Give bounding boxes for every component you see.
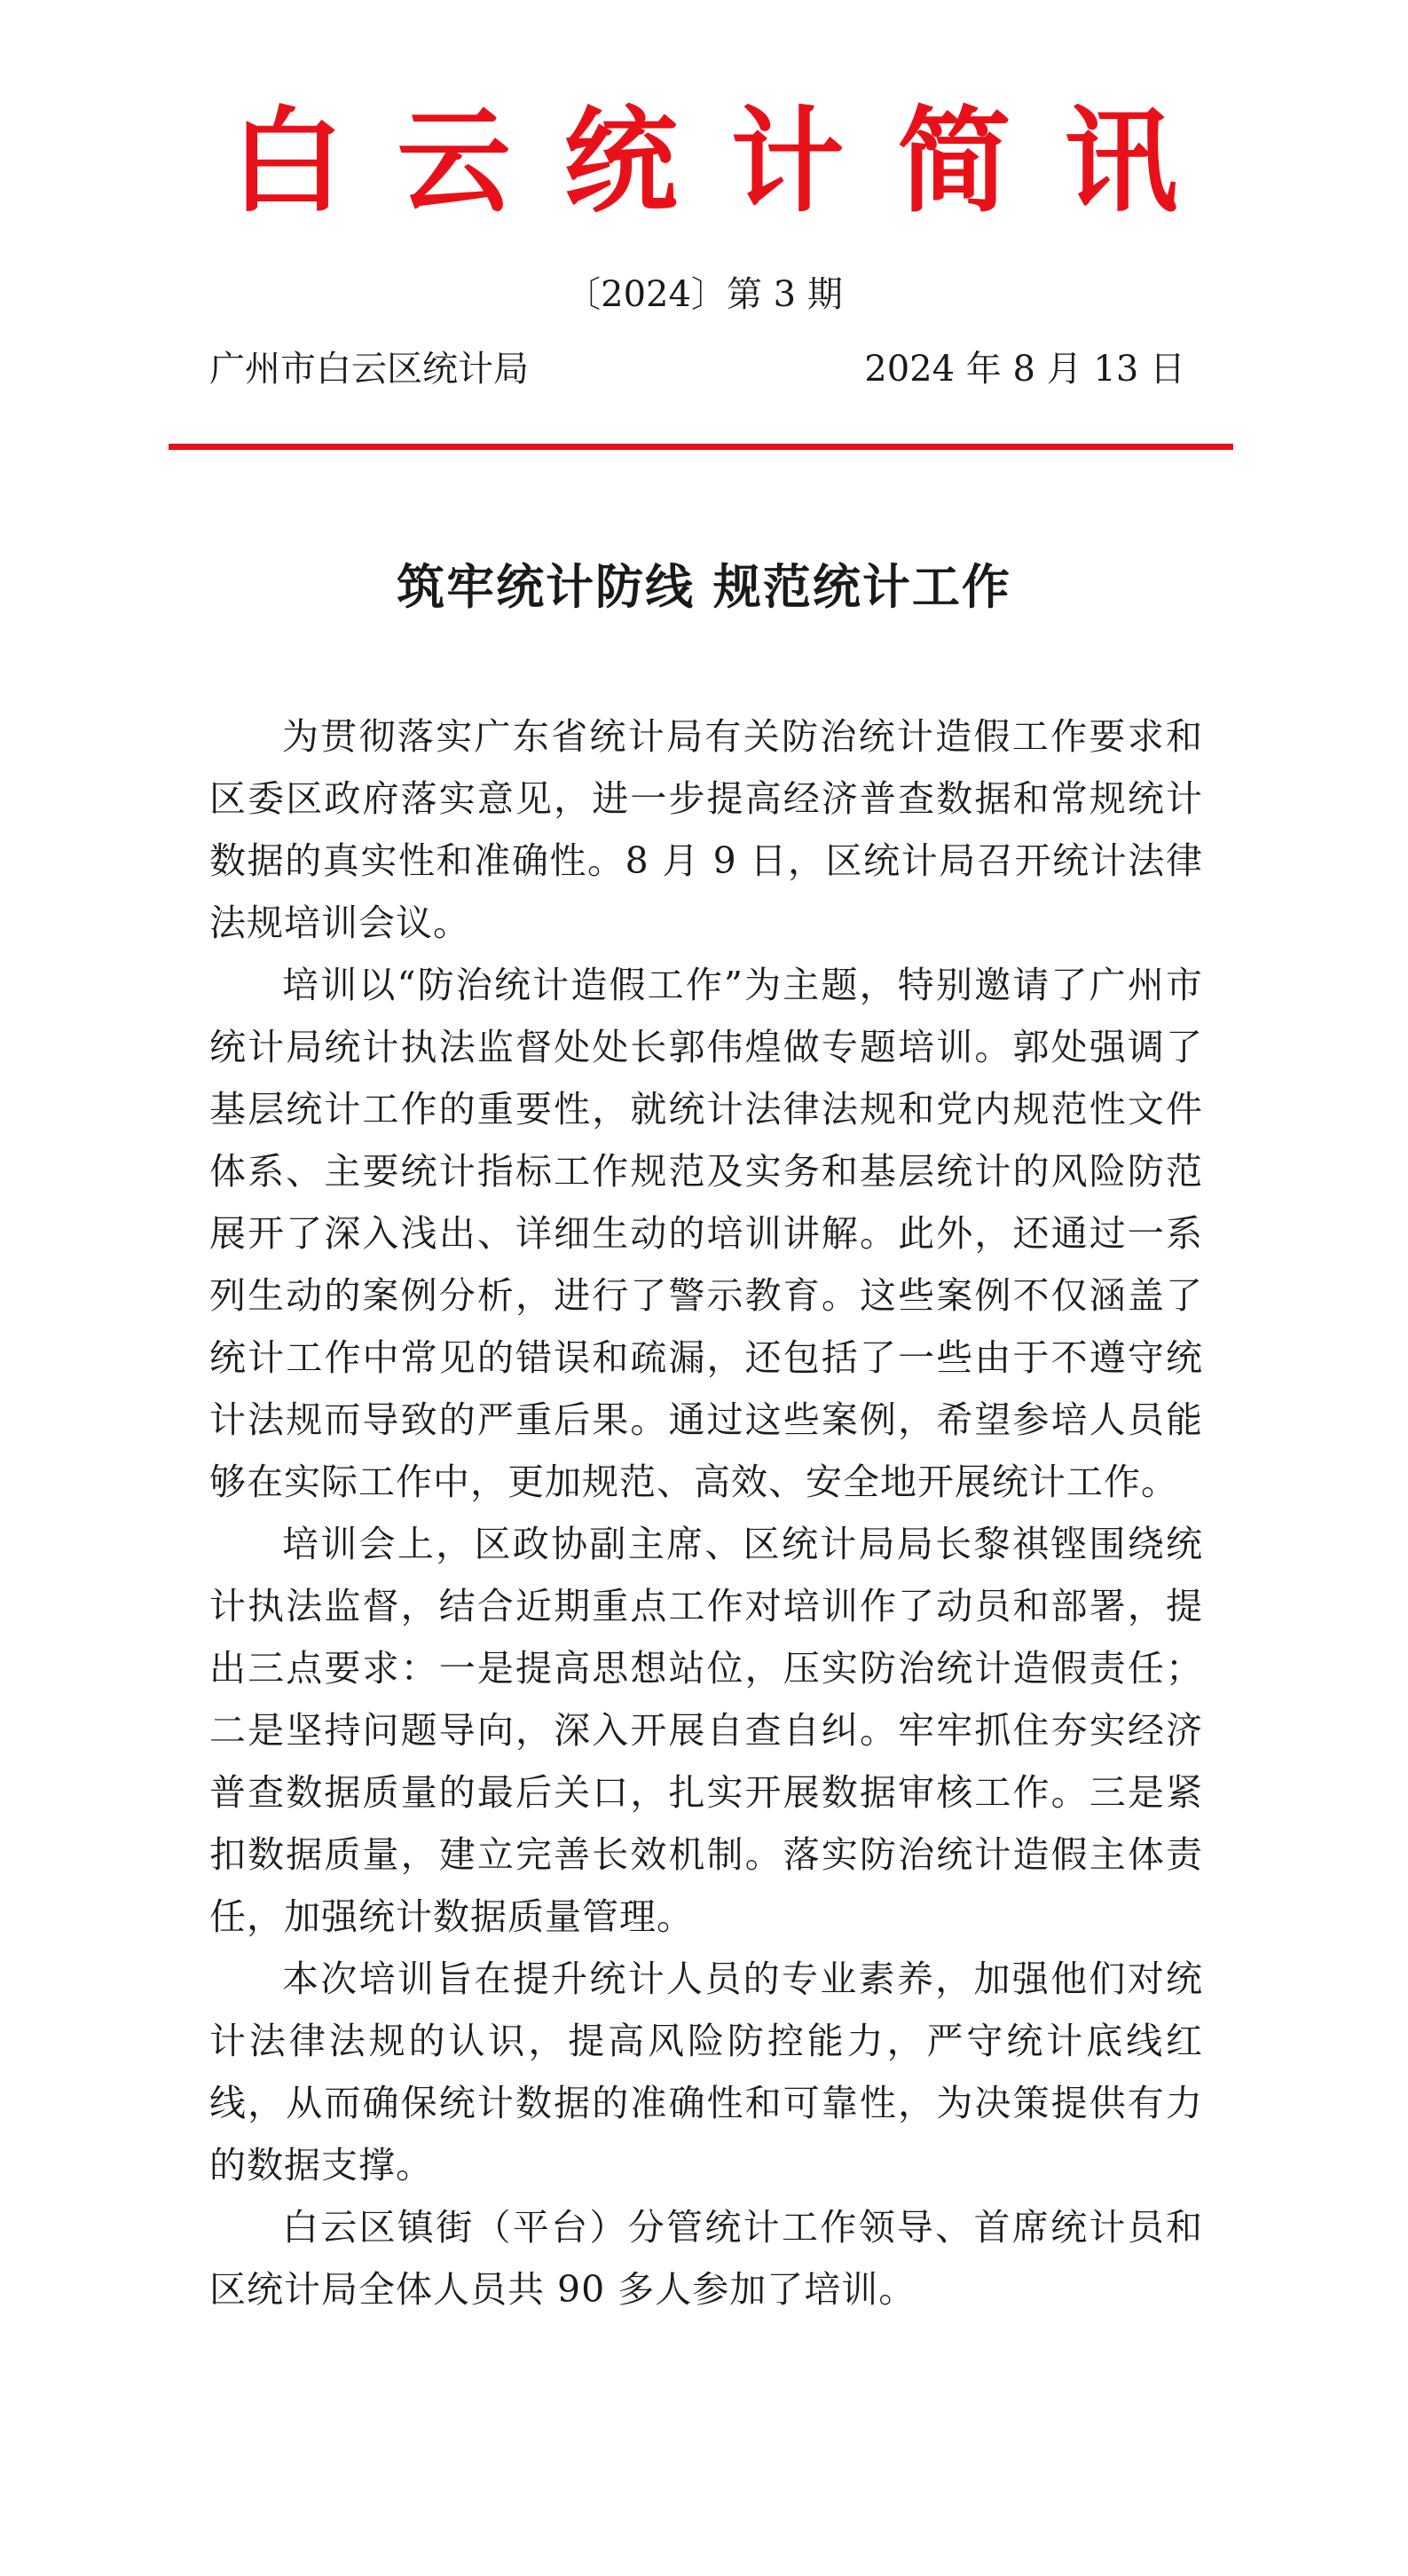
article-title: 筑牢统计防线 规范统计工作 xyxy=(397,558,1011,615)
publication-meta xyxy=(209,349,1185,390)
paragraph: 白云区镇街（平台）分管统计工作领导、首席统计员和区统计局全体人员共 90 多人参加了培训。 xyxy=(209,2206,1203,2311)
issue-number: 〔2024〕第 3 期 xyxy=(565,274,843,315)
paragraph: 为贯彻落实广东省统计局有关防治统计造假工作要求和区委区政府落实意见，进一步提高经济普查数据和常规统计数据的真实性和准确性。8 月 9 日，区统计局召开统计法律法规培训会议。 xyxy=(209,715,1203,944)
paragraph: 培训以“防治统计造假工作”为主题，特别邀请了广州市统计局统计执法监督处处长郭伟煌做专题培训。郭处强调了基层统计工作的重要性，就统计法律法规和党内规范性文件体系、主要统计指标工作规范及实务和基层统计的风险防范展开了深入浅出、详细生动的培训讲解。此外，还通过一系列生动的案例分析，进行了警示教育。这些案例不仅涵盖了统计工作中常见的错误和疏漏，还包括了一些由于不遵守统计法规而导致的严重后果。通过这些案例，希望参培人员能够在实际工作中，更加规范、高效、安全地开展统计工作。 xyxy=(209,964,1203,1503)
article-body xyxy=(209,705,1203,2320)
masthead-title: 白云统计简讯 xyxy=(230,95,1231,228)
paragraph: 本次培训旨在提升统计人员的专业素养，加强他们对统计法律法规的认识，提高风险防控能力，严守统计底线红线，从而确保统计数据的准确性和可靠性，为决策提供有力的数据支撑。 xyxy=(209,1958,1203,2186)
publication-date: 2024 年 8 月 13 日 xyxy=(864,349,1185,390)
publisher-name: 广州市白云区统计局 xyxy=(209,349,529,390)
paragraph: 培训会上，区政协副主席、区统计局局长黎祺铿围绕统计执法监督，结合近期重点工作对培训作了动员和部署，提出三点要求：一是提高思想站位，压实防治统计造假责任；二是坚持问题导向，深入开展自查自纠。牢牢抓住夯实经济普查数据质量的最后关口，扎实开展数据审核工作。三是紧扣数据质量，建立完善长效机制。落实防治统计造假主体责任，加强统计数据质量管理。 xyxy=(209,1523,1203,1938)
header-divider xyxy=(169,444,1233,450)
